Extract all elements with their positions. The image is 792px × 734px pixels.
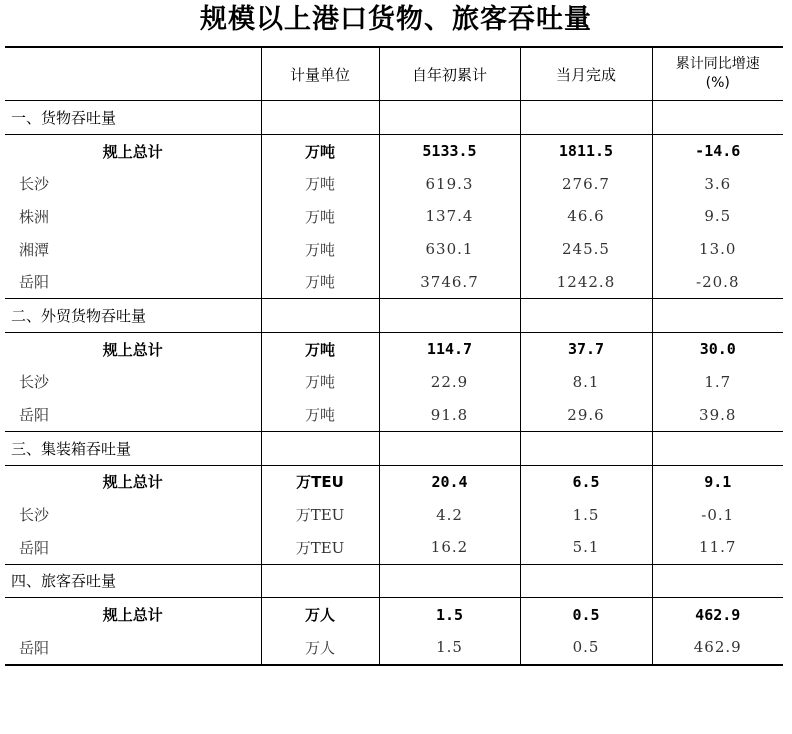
row-unit: 万吨 bbox=[261, 200, 379, 233]
row-name: 规上总计 bbox=[102, 340, 163, 359]
row-yoy-value: -14.6 bbox=[652, 134, 783, 167]
row-ytd-value: 619.3 bbox=[379, 167, 520, 200]
port-throughput-table bbox=[5, 46, 783, 666]
row-month-value: 6.5 bbox=[520, 465, 652, 498]
section-empty-cell bbox=[652, 564, 783, 598]
table-row bbox=[5, 233, 783, 266]
row-yoy-value: 9.1 bbox=[652, 465, 783, 498]
table-row bbox=[5, 531, 783, 564]
header-yoy-unit: (%) bbox=[705, 75, 730, 91]
table-row bbox=[5, 366, 783, 399]
table-row bbox=[5, 167, 783, 200]
row-month-value: 5.1 bbox=[520, 531, 652, 564]
section-empty-cell bbox=[652, 431, 783, 465]
row-unit: 万人 bbox=[261, 631, 379, 665]
row-unit: 万TEU bbox=[261, 465, 379, 498]
row-unit: 万TEU bbox=[261, 531, 379, 564]
row-month-value: 1242.8 bbox=[520, 265, 652, 298]
section-empty-cell bbox=[652, 299, 783, 333]
row-name: 岳阳 bbox=[19, 538, 50, 557]
total-row bbox=[5, 598, 783, 631]
section-empty-cell bbox=[379, 101, 520, 135]
section-empty-cell bbox=[379, 431, 520, 465]
row-ytd-value: 630.1 bbox=[379, 233, 520, 266]
row-yoy-value: 462.9 bbox=[652, 598, 783, 631]
section-row bbox=[5, 299, 783, 333]
row-yoy-value: 11.7 bbox=[652, 531, 783, 564]
section-title: 四、旅客吞吐量 bbox=[5, 564, 261, 598]
row-name: 规上总计 bbox=[102, 142, 163, 161]
row-name: 岳阳 bbox=[5, 631, 261, 665]
row-yoy-value: 39.8 bbox=[652, 398, 783, 431]
row-ytd-value: 91.8 bbox=[379, 398, 520, 431]
row-month-value: 29.6 bbox=[520, 398, 652, 431]
row-name: 长沙 bbox=[19, 373, 50, 392]
row-month-value: 46.6 bbox=[520, 200, 652, 233]
table-row bbox=[5, 398, 783, 431]
page-title: 规模以上港口货物、旅客吞吐量 bbox=[200, 4, 592, 35]
section-row bbox=[5, 564, 783, 598]
section-empty-cell bbox=[520, 431, 652, 465]
section-title: 一、货物吞吐量 bbox=[5, 101, 261, 135]
section-empty-cell bbox=[261, 101, 379, 135]
table-row bbox=[5, 265, 783, 298]
section-title: 三、集装箱吞吐量 bbox=[5, 431, 261, 465]
header-ytd: 自年初累计 bbox=[379, 47, 520, 101]
section-row bbox=[5, 431, 783, 465]
section-empty-cell bbox=[520, 299, 652, 333]
section-empty-cell bbox=[261, 564, 379, 598]
header-yoy-label: 累计同比增速 bbox=[675, 56, 760, 72]
section-empty-cell bbox=[520, 564, 652, 598]
row-yoy-value: -0.1 bbox=[652, 498, 783, 531]
row-yoy-value: 1.7 bbox=[652, 366, 783, 399]
row-unit: 万吨 bbox=[261, 134, 379, 167]
table-row bbox=[5, 200, 783, 233]
section-empty-cell bbox=[652, 101, 783, 135]
header-month: 当月完成 bbox=[520, 47, 652, 101]
row-unit: 万吨 bbox=[261, 332, 379, 365]
row-ytd-value: 16.2 bbox=[379, 531, 520, 564]
row-unit: 万吨 bbox=[261, 398, 379, 431]
row-name: 长沙 bbox=[19, 506, 50, 525]
table-header-row bbox=[5, 47, 783, 101]
row-name: 湘潭 bbox=[19, 240, 50, 259]
row-ytd-value: 3746.7 bbox=[379, 265, 520, 298]
table-row bbox=[5, 498, 783, 531]
section-row bbox=[5, 101, 783, 135]
row-ytd-value: 137.4 bbox=[379, 200, 520, 233]
row-ytd-value: 20.4 bbox=[379, 465, 520, 498]
row-ytd-value: 22.9 bbox=[379, 366, 520, 399]
row-name: 株洲 bbox=[19, 207, 50, 226]
row-name: 规上总计 bbox=[102, 606, 163, 625]
section-empty-cell bbox=[379, 564, 520, 598]
row-month-value: 1.5 bbox=[520, 498, 652, 531]
row-name: 岳阳 bbox=[19, 273, 50, 292]
row-ytd-value: 4.2 bbox=[379, 498, 520, 531]
section-empty-cell bbox=[379, 299, 520, 333]
table-row bbox=[5, 631, 783, 665]
row-yoy-value: 30.0 bbox=[652, 332, 783, 365]
row-yoy-value: 3.6 bbox=[652, 167, 783, 200]
row-unit: 万吨 bbox=[261, 366, 379, 399]
row-month-value: 245.5 bbox=[520, 233, 652, 266]
row-ytd-value: 1.5 bbox=[379, 598, 520, 631]
row-month-value: 0.5 bbox=[520, 631, 652, 665]
header-yoy bbox=[652, 47, 783, 101]
total-row bbox=[5, 134, 783, 167]
total-row bbox=[5, 332, 783, 365]
section-empty-cell bbox=[520, 101, 652, 135]
row-ytd-value: 5133.5 bbox=[379, 134, 520, 167]
section-empty-cell bbox=[261, 431, 379, 465]
section-empty-cell bbox=[261, 299, 379, 333]
row-unit: 万吨 bbox=[261, 167, 379, 200]
row-unit: 万吨 bbox=[261, 265, 379, 298]
row-month-value: 37.7 bbox=[520, 332, 652, 365]
section-title: 二、外贸货物吞吐量 bbox=[5, 299, 261, 333]
row-unit: 万吨 bbox=[261, 233, 379, 266]
row-yoy-value: 13.0 bbox=[652, 233, 783, 266]
row-ytd-value: 114.7 bbox=[379, 332, 520, 365]
row-month-value: 276.7 bbox=[520, 167, 652, 200]
row-name: 规上总计 bbox=[102, 473, 163, 492]
header-blank bbox=[5, 47, 261, 101]
header-unit: 计量单位 bbox=[261, 47, 379, 101]
row-month-value: 1811.5 bbox=[520, 134, 652, 167]
row-name: 长沙 bbox=[19, 175, 50, 194]
row-yoy-value: -20.8 bbox=[652, 265, 783, 298]
row-unit: 万TEU bbox=[261, 498, 379, 531]
row-unit: 万人 bbox=[261, 598, 379, 631]
row-yoy-value: 462.9 bbox=[652, 631, 783, 665]
row-ytd-value: 1.5 bbox=[379, 631, 520, 665]
row-yoy-value: 9.5 bbox=[652, 200, 783, 233]
row-month-value: 8.1 bbox=[520, 366, 652, 399]
row-month-value: 0.5 bbox=[520, 598, 652, 631]
row-name: 岳阳 bbox=[19, 406, 50, 425]
total-row bbox=[5, 465, 783, 498]
